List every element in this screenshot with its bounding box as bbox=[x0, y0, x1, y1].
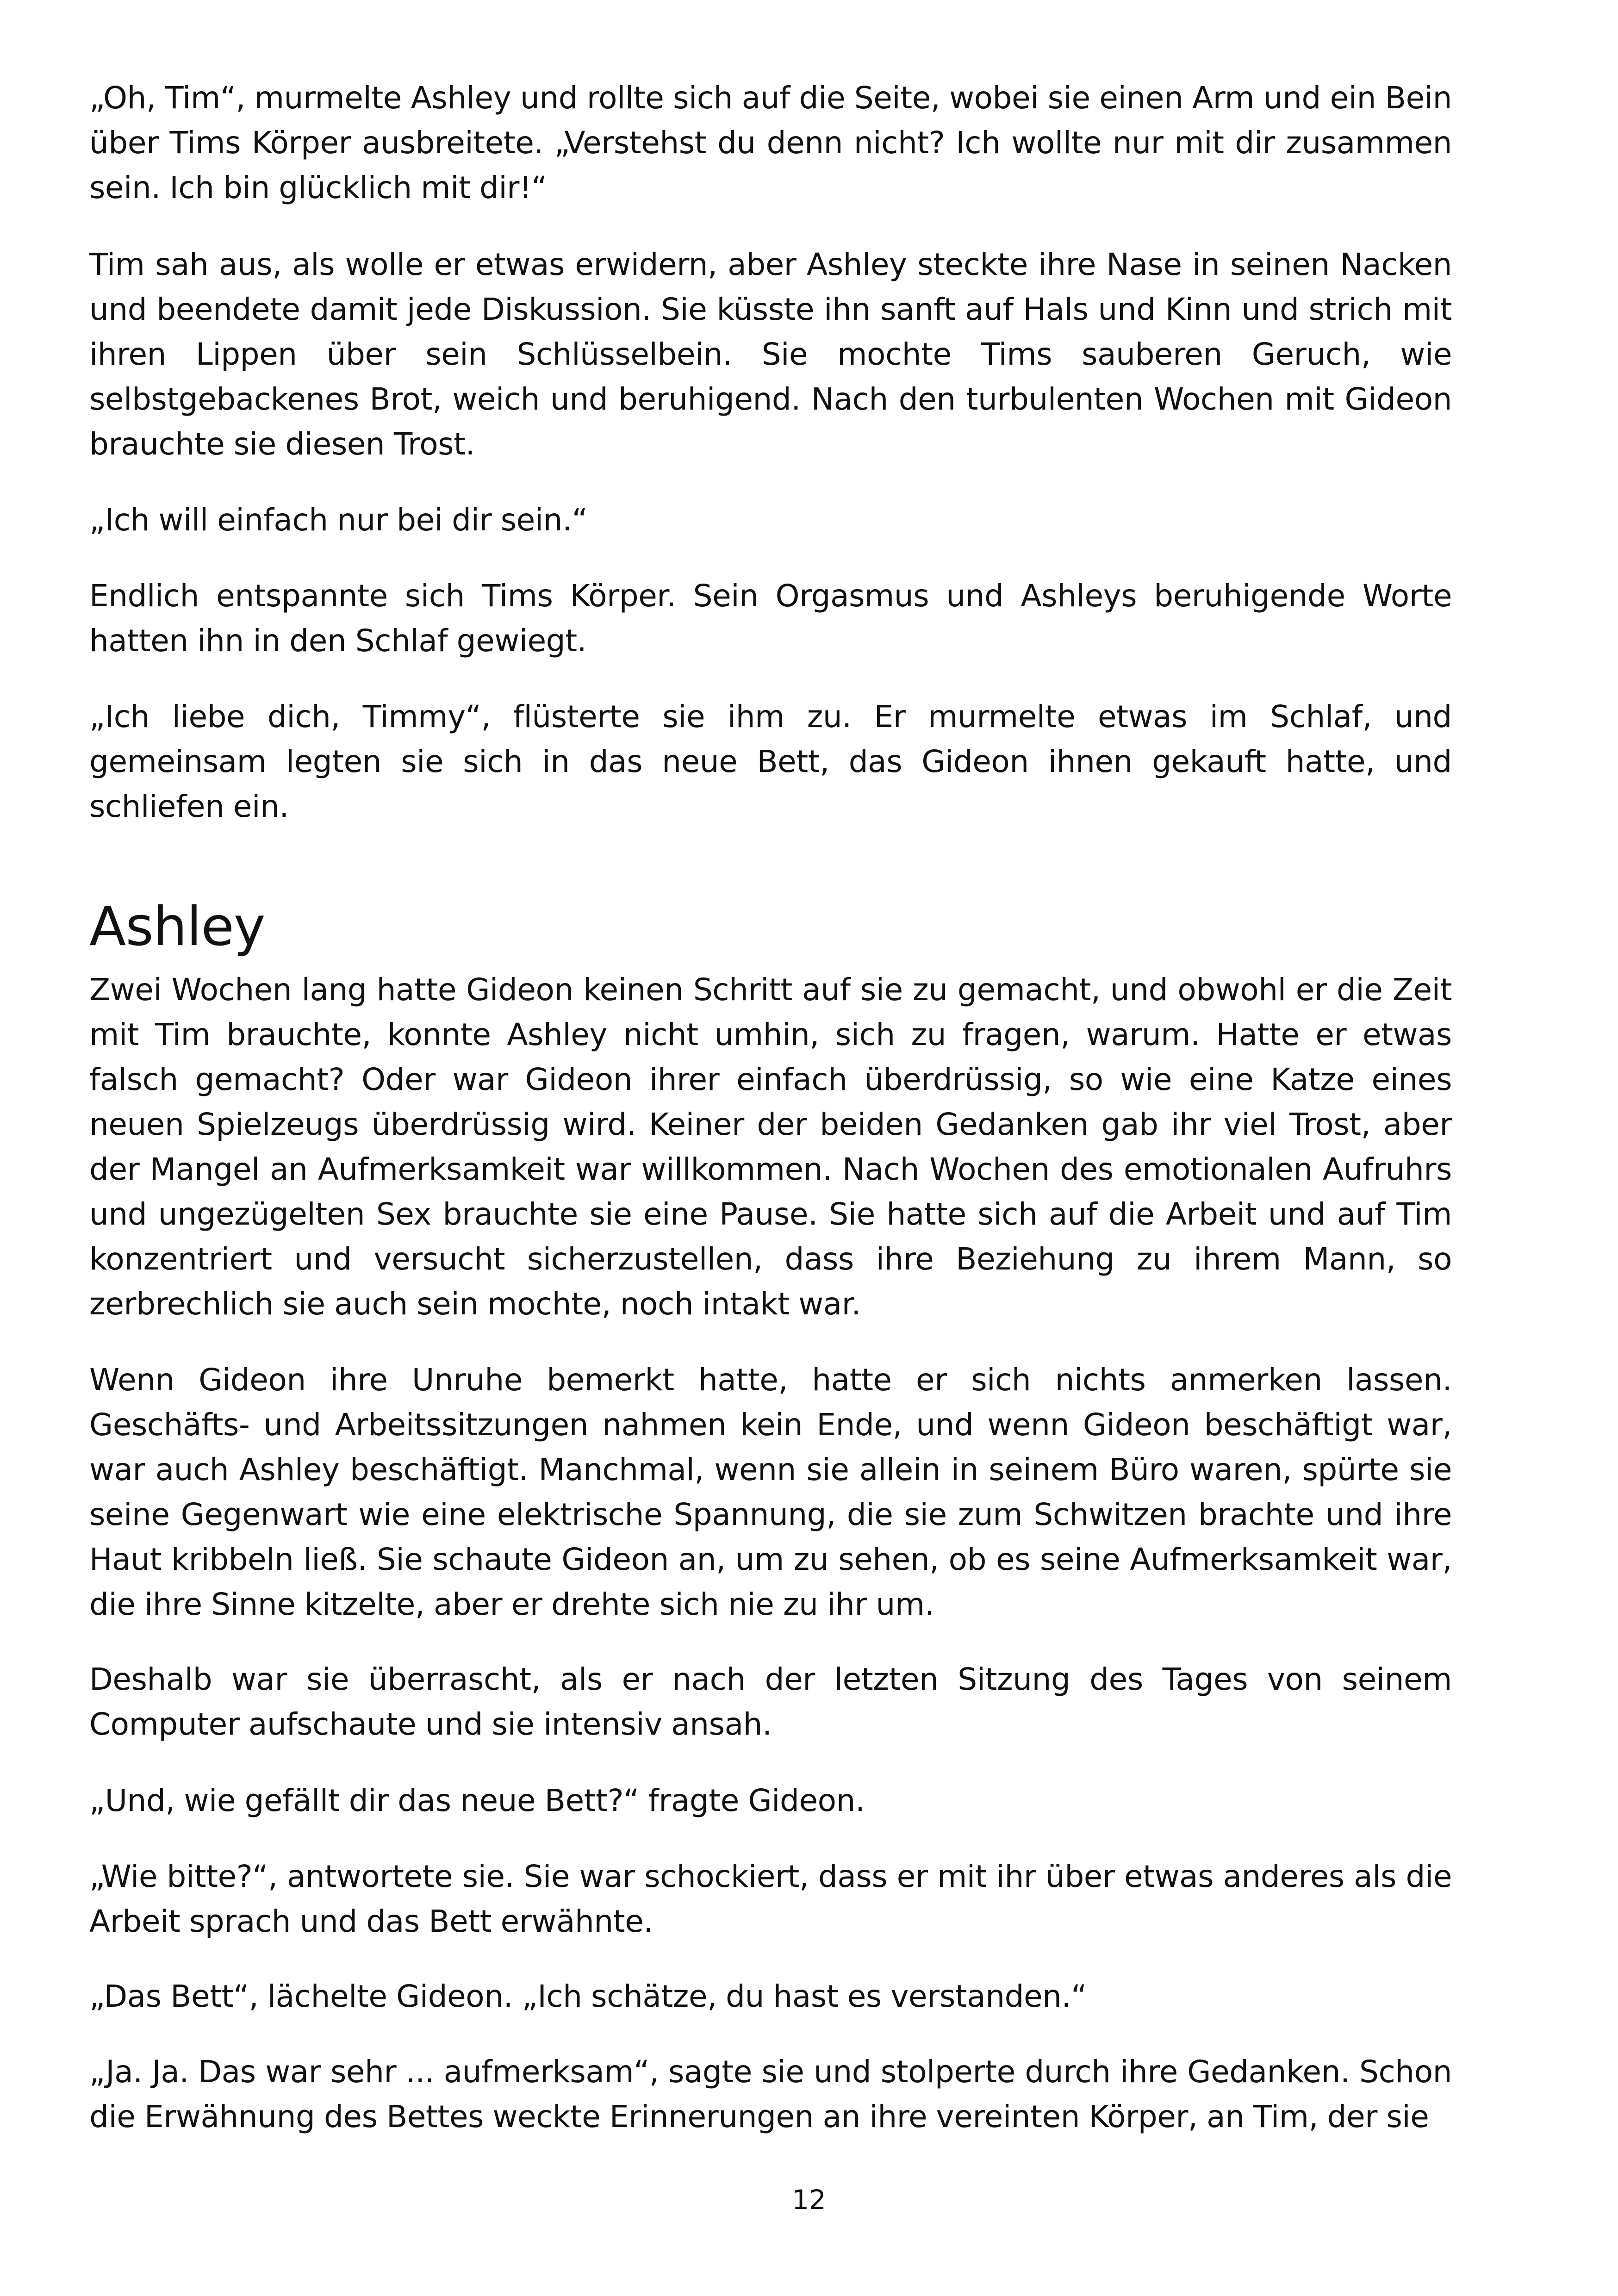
paragraph-text: „Ich will einfach nur bei dir sein.“ bbox=[89, 502, 588, 538]
paragraph-text: „Ich liebe dich, Timmy“, flüsterte sie ihm zu. Er murmelte etwas im Schlaf, und gemeinsam legten sie sich in das neue Bett, das Gideon ihnen gekauft hatte, und schliefen ein. bbox=[89, 699, 1452, 824]
paragraph bbox=[89, 1854, 1452, 1944]
paragraph-text: „Das Bett“, lächelte Gideon. „Ich schätze, du hast es verstanden.“ bbox=[89, 1979, 1087, 2014]
paragraph-text: Deshalb war sie überrascht, als er nach der letzten Sitzung des Tages von seinem Computer aufschaute und sie intensiv ansah. bbox=[89, 1661, 1452, 1742]
paragraph-text: Endlich entspannte sich Tims Körper. Sein Orgasmus und Ashleys beruhigende Worte hatten ihn in den Schlaf gewiegt. bbox=[89, 578, 1452, 659]
paragraph bbox=[89, 1657, 1452, 1747]
section-heading-block bbox=[89, 897, 1452, 957]
paragraph-text: Wenn Gideon ihre Unruhe bemerkt hatte, hatte er sich nichts anmerken lassen. Geschäfts- und Arbeitssitzungen nahmen kein Ende, und wenn Gideon beschäftigt war, war auch Ashley beschäftigt. Manchmal, wenn sie allein in seinem Büro waren, spürte sie seine Gegenwart wie eine elektrische Spannung, die sie zum Schwitzen brachte und ihre Haut kribbeln ließ. Sie schaute Gideon an, um zu sehen, ob es seine Aufmerksamkeit war, die ihre Sinne kitzelte, aber er drehte sich nie zu ihr um. bbox=[89, 1362, 1452, 1622]
paragraph-text: Zwei Wochen lang hatte Gideon keinen Schritt auf sie zu gemacht, und obwohl er die Zeit mit Tim brauchte, konnte Ashley nicht umhin, sich zu fragen, warum. Hatte er etwas falsch gemacht? Oder war Gideon ihrer einfach überdrüssig, so wie eine Katze eines neuen Spielzeugs überdrüssig wird. Keiner der beiden Gedanken gab ihr viel Trost, aber der Mangel an Aufmerksamkeit war willkommen. Nach Wochen des emotionalen Aufruhrs und ungezügelten Sex brauchte sie eine Pause. Sie hatte sich auf die Arbeit und auf Tim konzentriert und versucht sicherzustellen, dass ihre Beziehung zu ihrem Mann, so zerbrechlich sie auch sein mochte, noch intakt war. bbox=[89, 972, 1452, 1322]
paragraph-text: Tim sah aus, als wolle er etwas erwidern, aber Ashley steckte ihre Nase in seinen Nacken und beendete damit jede Diskussion. Sie küsste ihn sanft auf Hals und Kinn und strich mit ihren Lippen über sein Schlüsselbein. Sie mochte Tims sauberen Geruch, wie selbstgebackenes Brot, weich und beruhigend. Nach den turbulenten Wochen mit Gideon brauchte sie diesen Trost. bbox=[89, 247, 1452, 462]
paragraph bbox=[89, 573, 1452, 663]
section-heading: Ashley bbox=[89, 896, 265, 958]
paragraph bbox=[89, 694, 1452, 829]
paragraph-text: „Ja. Ja. Das war sehr ... aufmerksam“, sagte sie und stolperte durch ihre Gedanken. Schon die Erwähnung des Bettes weckte Erinnerungen an ihre vereinten Körper, an Tim, der sie bbox=[89, 2054, 1452, 2134]
paragraph bbox=[89, 75, 1452, 210]
paragraph-text: „Wie bitte?“, antwortete sie. Sie war schockiert, dass er mit ihr über etwas anderes als die Arbeit sprach und das Bett erwähnte. bbox=[89, 1859, 1452, 1939]
paragraph bbox=[89, 2049, 1452, 2139]
paragraph bbox=[89, 1778, 1452, 1823]
page-number: 12 bbox=[792, 2184, 826, 2215]
paragraph bbox=[89, 1357, 1452, 1627]
paragraph bbox=[89, 967, 1452, 1326]
paragraph-text: „Und, wie gefällt dir das neue Bett?“ fragte Gideon. bbox=[89, 1783, 865, 1818]
paragraph bbox=[89, 242, 1452, 467]
paragraph bbox=[89, 498, 1452, 542]
paragraph-text: „Oh, Tim“, murmelte Ashley und rollte sich auf die Seite, wobei sie einen Arm und ein Bein über Tims Körper ausbreitete. „Verstehst du denn nicht? Ich wollte nur mit dir zusammen sein. Ich bin glücklich mit dir!“ bbox=[89, 80, 1452, 205]
paragraph bbox=[89, 1974, 1452, 2019]
